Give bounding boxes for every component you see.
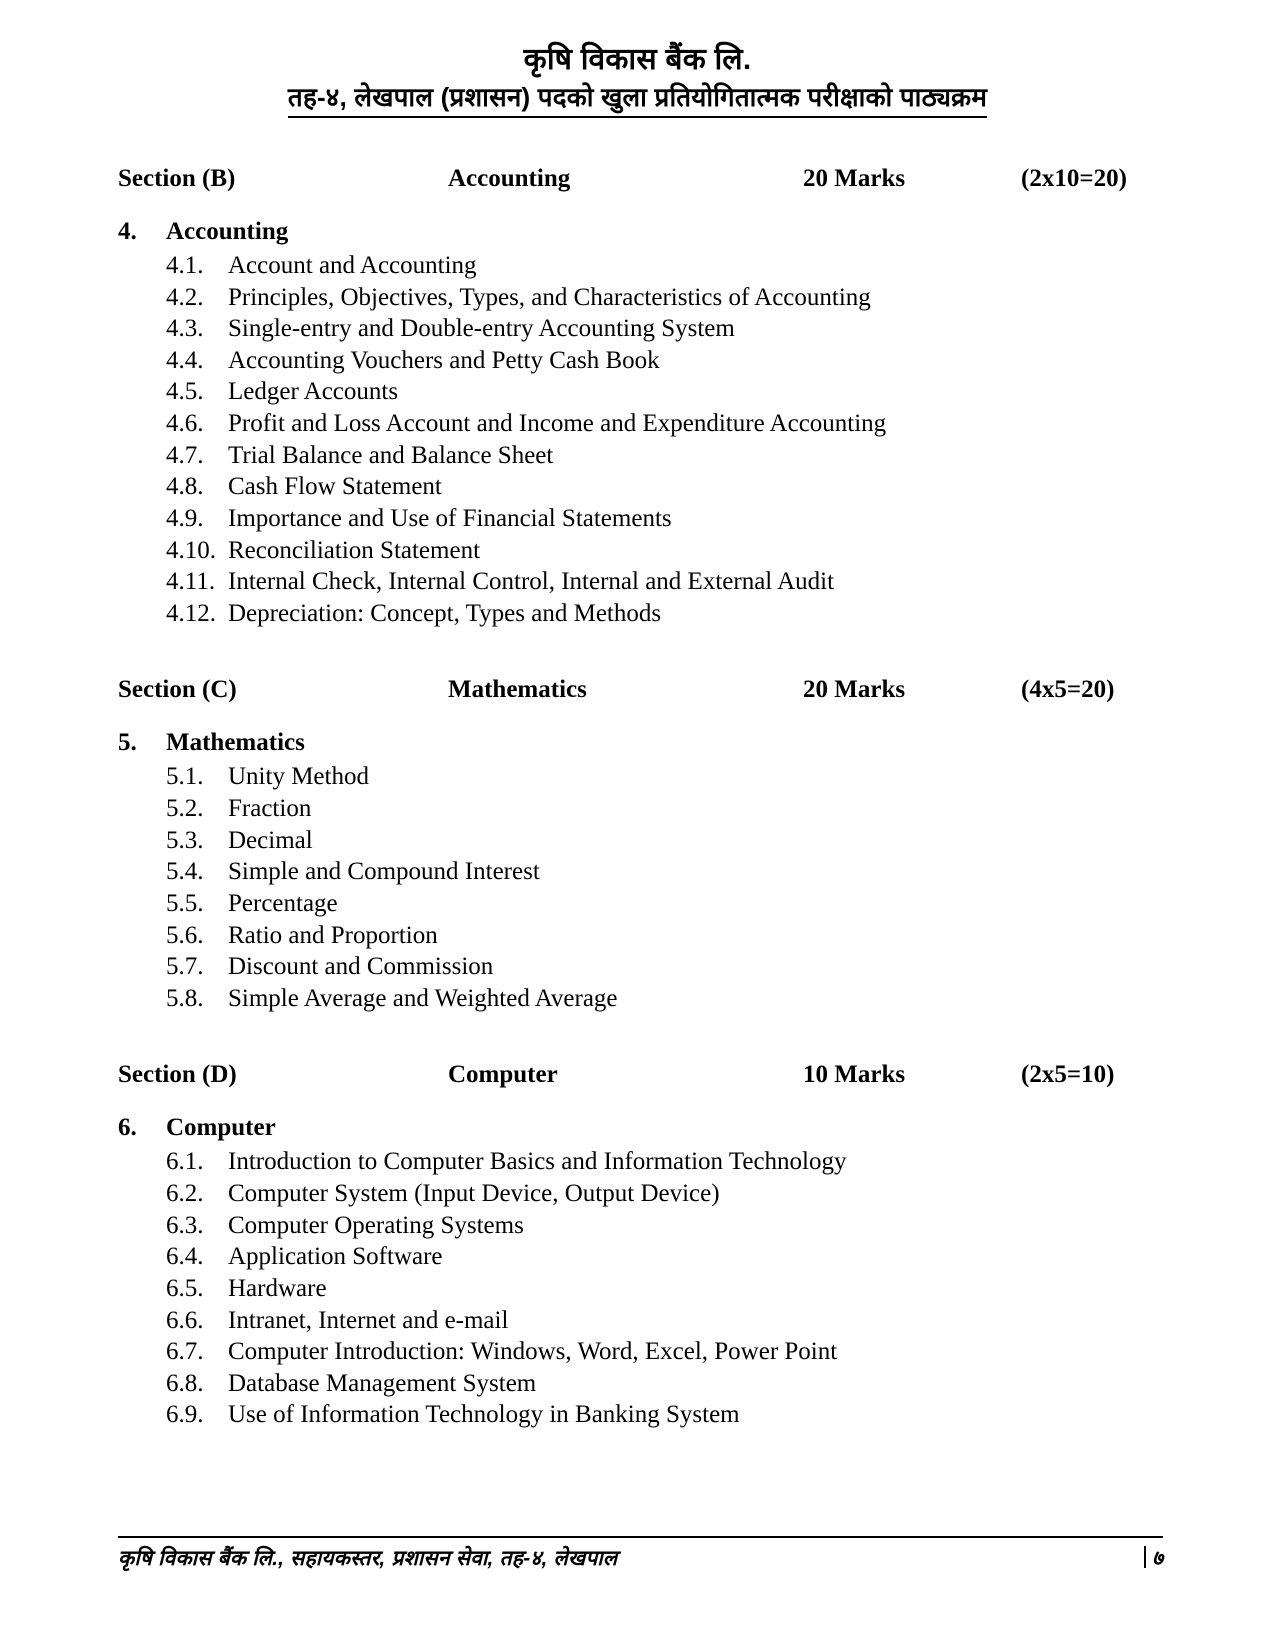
- section-marks: 10 Marks: [803, 1061, 906, 1089]
- topic-number: 6.: [118, 1114, 137, 1142]
- section-subject: Computer: [448, 1061, 558, 1089]
- list-item: [118, 1146, 1163, 1178]
- subtopic-text: Application Software: [228, 1243, 443, 1271]
- topic-heading-mathematics: [118, 727, 1163, 759]
- subtopic-number: 6.4.: [166, 1243, 204, 1271]
- section-block-mathematics: [118, 675, 1163, 1014]
- subtopic-number: 5.7.: [166, 953, 204, 981]
- list-item: [118, 1241, 1163, 1273]
- subtopic-text: Single-entry and Double-entry Accounting System: [228, 315, 735, 343]
- list-item: [118, 471, 1163, 503]
- subtopic-text: Computer Operating Systems: [228, 1211, 524, 1239]
- subtopic-text: Introduction to Computer Basics and Information Technology: [228, 1148, 847, 1176]
- section-marks: 20 Marks: [803, 164, 906, 192]
- document-footer: [118, 1536, 1163, 1572]
- subtopic-text: Ratio and Proportion: [228, 921, 438, 949]
- subtopic-number: 6.9.: [166, 1401, 204, 1429]
- subtopic-number: 6.1.: [166, 1148, 204, 1176]
- subtopic-number: 6.6.: [166, 1306, 204, 1334]
- page-number-group: [1144, 1543, 1163, 1572]
- list-item: [118, 1336, 1163, 1368]
- footer-text: कृषि विकास बैंक लि., सहायकस्तर, प्रशासन सेवा, तह-४, लेखपाल: [118, 1547, 618, 1570]
- list-item: [118, 250, 1163, 282]
- subtopic-text: Reconciliation Statement: [228, 536, 481, 564]
- organization-title: कृषि विकास बैंक लि.: [523, 43, 752, 76]
- list-item: [118, 566, 1163, 598]
- subtopic-text: Ledger Accounts: [228, 378, 399, 406]
- subtopic-text: Account and Accounting: [228, 251, 477, 279]
- list-item: [118, 598, 1163, 630]
- subtopic-text: Trial Balance and Balance Sheet: [228, 441, 554, 469]
- list-item: [118, 1210, 1163, 1242]
- section-label: Section (B): [118, 164, 236, 192]
- subtopic-number: 4.2.: [166, 283, 204, 311]
- section-subject: Mathematics: [448, 676, 587, 704]
- section-block-computer: [118, 1060, 1163, 1431]
- subtopic-text: Principles, Objectives, Types, and Characteristics of Accounting: [228, 283, 871, 311]
- footer-divider: [118, 1536, 1163, 1538]
- list-item: [118, 1368, 1163, 1400]
- section-distribution: (4x5=20): [1021, 676, 1115, 704]
- subtopic-text: Computer Introduction: Windows, Word, Excel, Power Point: [228, 1338, 838, 1366]
- exam-title-container: [0, 81, 1275, 118]
- topic-heading-computer: [118, 1112, 1163, 1144]
- subtopic-number: 5.5.: [166, 889, 204, 917]
- subtopic-number: 5.2.: [166, 795, 204, 823]
- subtopic-text: Decimal: [228, 826, 313, 854]
- subtopic-text: Cash Flow Statement: [228, 473, 442, 501]
- list-item: [118, 1178, 1163, 1210]
- section-distribution: (2x5=10): [1021, 1061, 1115, 1089]
- subtopic-number: 6.3.: [166, 1211, 204, 1239]
- subtopic-text: Unity Method: [228, 763, 369, 791]
- subtopic-text: Computer System (Input Device, Output Device): [228, 1180, 720, 1208]
- subtopic-text: Depreciation: Concept, Types and Methods: [228, 599, 662, 627]
- list-item: [118, 345, 1163, 377]
- page-number: ७: [1152, 1547, 1163, 1570]
- topic-number: 5.: [118, 729, 137, 757]
- subtopic-text: Discount and Commission: [228, 953, 494, 981]
- list-item: [118, 983, 1163, 1015]
- subtopic-number: 6.2.: [166, 1180, 204, 1208]
- subtopic-number: 5.3.: [166, 826, 204, 854]
- subtopic-number: 4.1.: [166, 251, 204, 279]
- subtopic-number: 5.1.: [166, 763, 204, 791]
- topic-heading-accounting: [118, 216, 1163, 248]
- list-item: [118, 888, 1163, 920]
- list-item: [118, 408, 1163, 440]
- list-item: [118, 376, 1163, 408]
- subtopic-number: 4.9.: [166, 504, 204, 532]
- subtopic-number: 6.8.: [166, 1369, 204, 1397]
- subtopic-text: Fraction: [228, 795, 312, 823]
- subtopic-number: 4.7.: [166, 441, 204, 469]
- exam-title: तह-४, लेखपाल (प्रशासन) पदको खुला प्रतियोगितात्मक परीक्षाको पाठ्यक्रम: [288, 81, 987, 118]
- section-spacer: [118, 629, 1163, 675]
- section-marks: 20 Marks: [803, 676, 906, 704]
- list-item: [118, 313, 1163, 345]
- subtopic-list-computer: [118, 1146, 1163, 1431]
- section-subject: Accounting: [448, 164, 571, 192]
- subtopic-number: 6.7.: [166, 1338, 204, 1366]
- subtopic-list-mathematics: [118, 761, 1163, 1014]
- subtopic-number: 4.4.: [166, 346, 204, 374]
- list-item: [118, 535, 1163, 567]
- topic-title: Accounting: [166, 217, 289, 245]
- list-item: [118, 503, 1163, 535]
- subtopic-number: 4.8.: [166, 473, 204, 501]
- subtopic-number: 4.5.: [166, 378, 204, 406]
- subtopic-number: 6.5.: [166, 1274, 204, 1302]
- subtopic-number: 4.11.: [166, 568, 216, 596]
- section-spacer: [118, 1014, 1163, 1060]
- subtopic-number: 4.3.: [166, 315, 204, 343]
- subtopic-text: Profit and Loss Account and Income and Expenditure Accounting: [228, 410, 887, 438]
- section-label: Section (C): [118, 676, 237, 704]
- list-item: [118, 440, 1163, 472]
- list-item: [118, 825, 1163, 857]
- section-block-accounting: [118, 164, 1163, 630]
- list-item: [118, 793, 1163, 825]
- topic-number: 4.: [118, 217, 137, 245]
- section-band-mathematics: [118, 675, 1163, 705]
- subtopic-number: 4.6.: [166, 410, 204, 438]
- subtopic-text: Database Management System: [228, 1369, 537, 1397]
- subtopic-text: Intranet, Internet and e-mail: [228, 1306, 509, 1334]
- subtopic-text: Simple and Compound Interest: [228, 858, 540, 886]
- footer-row: [118, 1543, 1163, 1572]
- subtopic-number: 4.10.: [166, 536, 216, 564]
- section-distribution: (2x10=20): [1021, 164, 1127, 192]
- subtopic-number: 5.8.: [166, 984, 204, 1012]
- subtopic-text: Percentage: [228, 889, 338, 917]
- topic-title: Computer: [166, 1114, 276, 1142]
- section-band-computer: [118, 1060, 1163, 1090]
- subtopic-text: Accounting Vouchers and Petty Cash Book: [228, 346, 660, 374]
- document-header: [0, 0, 1275, 118]
- page-number-separator: [1144, 1546, 1146, 1568]
- list-item: [118, 1399, 1163, 1431]
- list-item: [118, 1273, 1163, 1305]
- subtopic-number: 5.4.: [166, 858, 204, 886]
- section-band-accounting: [118, 164, 1163, 194]
- subtopic-number: 4.12.: [166, 599, 216, 627]
- list-item: [118, 856, 1163, 888]
- subtopic-text: Hardware: [228, 1274, 327, 1302]
- subtopic-list-accounting: [118, 250, 1163, 630]
- subtopic-text: Importance and Use of Financial Statements: [228, 504, 672, 532]
- subtopic-text: Internal Check, Internal Control, Internal and External Audit: [228, 568, 835, 596]
- list-item: [118, 951, 1163, 983]
- list-item: [118, 282, 1163, 314]
- topic-title: Mathematics: [166, 729, 305, 757]
- list-item: [118, 761, 1163, 793]
- section-label: Section (D): [118, 1061, 237, 1089]
- syllabus-content: [0, 164, 1275, 1431]
- subtopic-text: Use of Information Technology in Banking System: [228, 1401, 740, 1429]
- subtopic-text: Simple Average and Weighted Average: [228, 984, 618, 1012]
- subtopic-number: 5.6.: [166, 921, 204, 949]
- list-item: [118, 920, 1163, 952]
- list-item: [118, 1305, 1163, 1337]
